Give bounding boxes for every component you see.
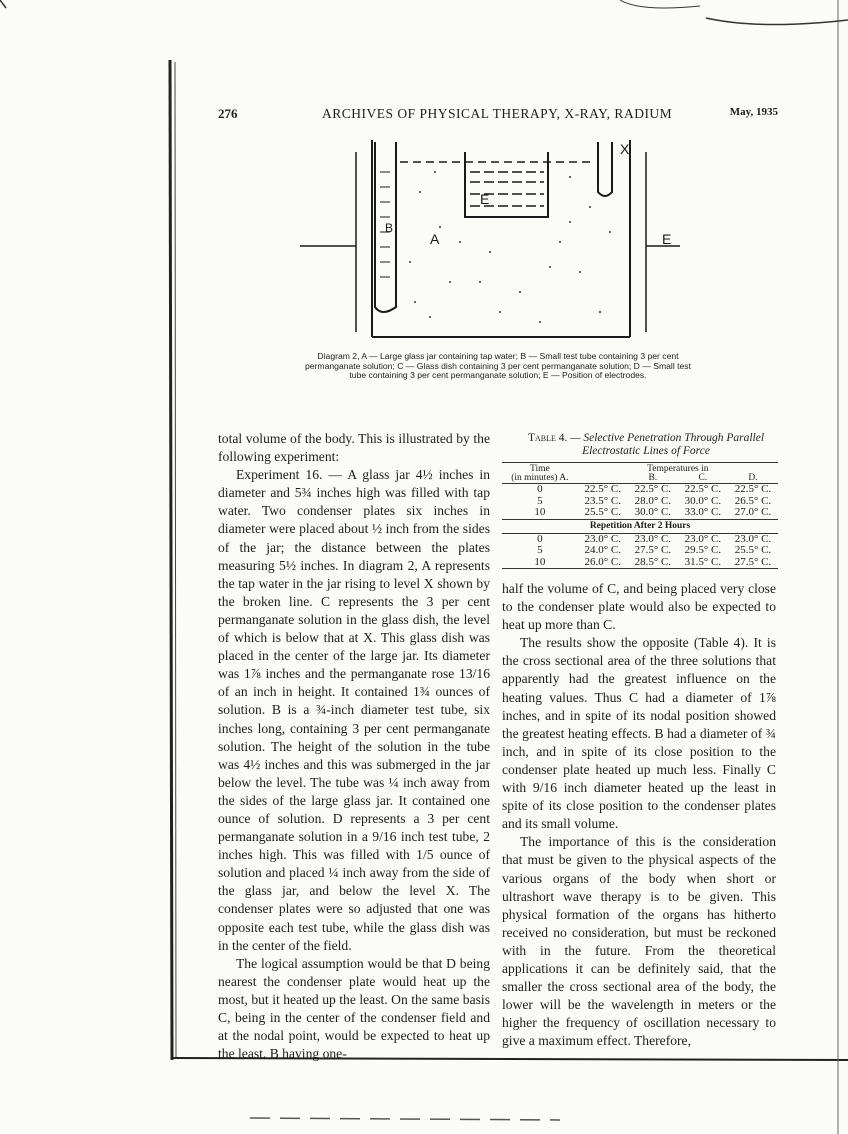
- paragraph: total volume of the body. This is illustrated by the following experiment:: [218, 431, 490, 465]
- col-header-b: B.: [628, 474, 678, 484]
- cell: 0: [537, 483, 543, 495]
- cell: 30.0° C.: [634, 506, 672, 518]
- col-header-time-unit: (in minutes): [511, 473, 558, 483]
- cell: 22.5° C.: [634, 483, 672, 495]
- cell: 10: [502, 557, 578, 569]
- issue-date: May, 1935: [729, 106, 778, 118]
- cell: 22.5° C.: [734, 483, 772, 495]
- label-x: X: [620, 141, 630, 157]
- cell: 22.5° C.: [684, 483, 722, 495]
- table-row: [502, 557, 778, 569]
- col-header-a: A.: [559, 473, 569, 483]
- cell: 28.5° C.: [628, 557, 678, 569]
- water-stipple: [409, 171, 611, 323]
- label-e-right: E: [662, 231, 672, 247]
- cell: 23.0° C.: [634, 532, 672, 545]
- col-header-d: D.: [728, 474, 778, 484]
- col-header-temps: Temperatures in: [628, 463, 728, 475]
- paragraph: half the volume of C, and being placed very close to the condenser plate would also be expected to heat up more than C.: [502, 581, 776, 633]
- cell: 27.0° C.: [734, 506, 772, 518]
- table-row: [502, 484, 778, 496]
- cell: 27.5° C.: [634, 544, 672, 556]
- repetition-label: Repetition After 2 Hours: [502, 519, 778, 533]
- table-row: [502, 507, 778, 519]
- cell: 25.5° C.: [584, 506, 622, 518]
- cell: 5: [537, 544, 543, 556]
- label-e-top: E: [480, 191, 490, 207]
- table-title: [506, 432, 786, 458]
- table-title-line1: — Selective Penetration Through Parallel: [570, 432, 765, 444]
- page-number: 276: [218, 106, 238, 121]
- paragraph: The importance of this is the consideration that must be given to the physical aspects of the various organs of the body when short or ultrashort wave therapy is to be given. This physical formation of the organs has hitherto received no consideration, but must be reckoned with in the future. From the theoretical applications it can be definitely said, that the smaller the cross sectional area of the body, the lower will be the wavelength in meters or the higher the frequency of oscillation necessary to give a maximum effect. Therefore,: [502, 834, 776, 1049]
- cell: 23.0° C.: [684, 532, 722, 545]
- cell: 22.5° C.: [584, 483, 622, 495]
- table-row: [502, 545, 778, 557]
- col-header-c: C.: [678, 474, 728, 484]
- label-a: A: [430, 231, 440, 247]
- cell: 23.0° C.: [584, 532, 622, 545]
- cell: 0: [537, 532, 543, 545]
- cell: 31.5° C.: [678, 557, 728, 569]
- table-title-line2: Electrostatic Lines of Force: [582, 445, 710, 457]
- left-column: [218, 430, 490, 1063]
- journal-title: ARCHIVES OF PHYSICAL THERAPY, X-RAY, RADIUM: [322, 106, 673, 121]
- paragraph: Experiment 16. — A glass jar 4½ inches in diameter and 5¾ inches high was filled with tap water. Two condenser plates six inches in diameter were placed about ½ inch from the sides of the jar; the distance between the plates measuring 5½ inches. In diagram 2, A represents the tap water in the jar rising to level X shown by the broken line. C represents the 3 per cent permanganate solution in the glass dish, the level of which is below that at X. This glass dish was placed in the center of the large jar. Its diameter was 1⅞ inches and the permanganate rose 13/16 of an inch in height. It contained 1¾ ounces of solution. B is a ¾-inch diameter test tube, six inches long, containing 3 per cent permanganate solution. The height of the solution in the tube was 4½ inches and this was submerged in the jar below the level. The tube was ¼ inch away from the sides of the large glass jar. It contained one ounce of solution. D represents a 3 per cent permanganate solution in a 9/16 inch test tube, 2 inches high. This was filled with 1/5 ounce of solution and placed ¼ inch away from the side of the glass jar, and below the level X. The condenser plates were so adjusted that one was opposite each test tube, while the glass dish was in the center of the field.: [218, 467, 490, 953]
- right-column: [502, 580, 776, 1050]
- cell: 26.5° C.: [734, 494, 772, 507]
- cell: 24.0° C.: [584, 544, 622, 556]
- diagram-caption: Diagram 2, A — Large glass jar containing tap water; B — Small test tube containing 3 per cent permanganate solution; C — Glass dish containing 3 per cent permanganate solution; D — Small test tube containing 3 per cent permanganate solution; E — Position of electrodes.: [305, 351, 691, 380]
- cell: 10: [534, 506, 546, 518]
- cell: 33.0° C.: [684, 506, 722, 518]
- cell: 25.5° C.: [734, 544, 772, 556]
- table-label: Table 4.: [527, 432, 568, 444]
- cell: 30.0° C.: [684, 494, 722, 507]
- col-header-time: Time: [502, 463, 578, 475]
- diagram-2: [300, 132, 680, 352]
- paragraph: The results show the opposite (Table 4). It is the cross sectional area of the three solutions that apparently had the greatest influence on the heating values. Thus C had a diameter of 1⅞ inches, and in spite of its nodal position showed the greatest heating effects. B had a diameter of ¾ inch, and in spite of its close position to the condenser plate heated up much less. Finally C with 9/16 inch diameter heated up the least in spite of its close position to the condenser plates and its small volume.: [502, 635, 776, 832]
- cell: 26.0° C.: [578, 557, 628, 569]
- cell: 28.0° C.: [634, 494, 672, 507]
- label-b: B: [385, 221, 394, 235]
- cell: 23.0° C.: [734, 532, 772, 545]
- cell: 5: [537, 494, 543, 507]
- cell: 23.5° C.: [584, 494, 622, 507]
- cell: 27.5° C.: [728, 557, 778, 569]
- cell: 29.5° C.: [684, 544, 722, 556]
- paragraph: The logical assumption would be that D being nearest the condenser plate would heat up the most, but it heated up the least. On the same basis C, being in the center of the condenser field and at the nodal point, would be expected to heat up the least. B having one-: [218, 955, 490, 1062]
- running-header: [218, 106, 778, 126]
- temperature-table: [502, 462, 778, 569]
- test-tube-d: [598, 142, 612, 196]
